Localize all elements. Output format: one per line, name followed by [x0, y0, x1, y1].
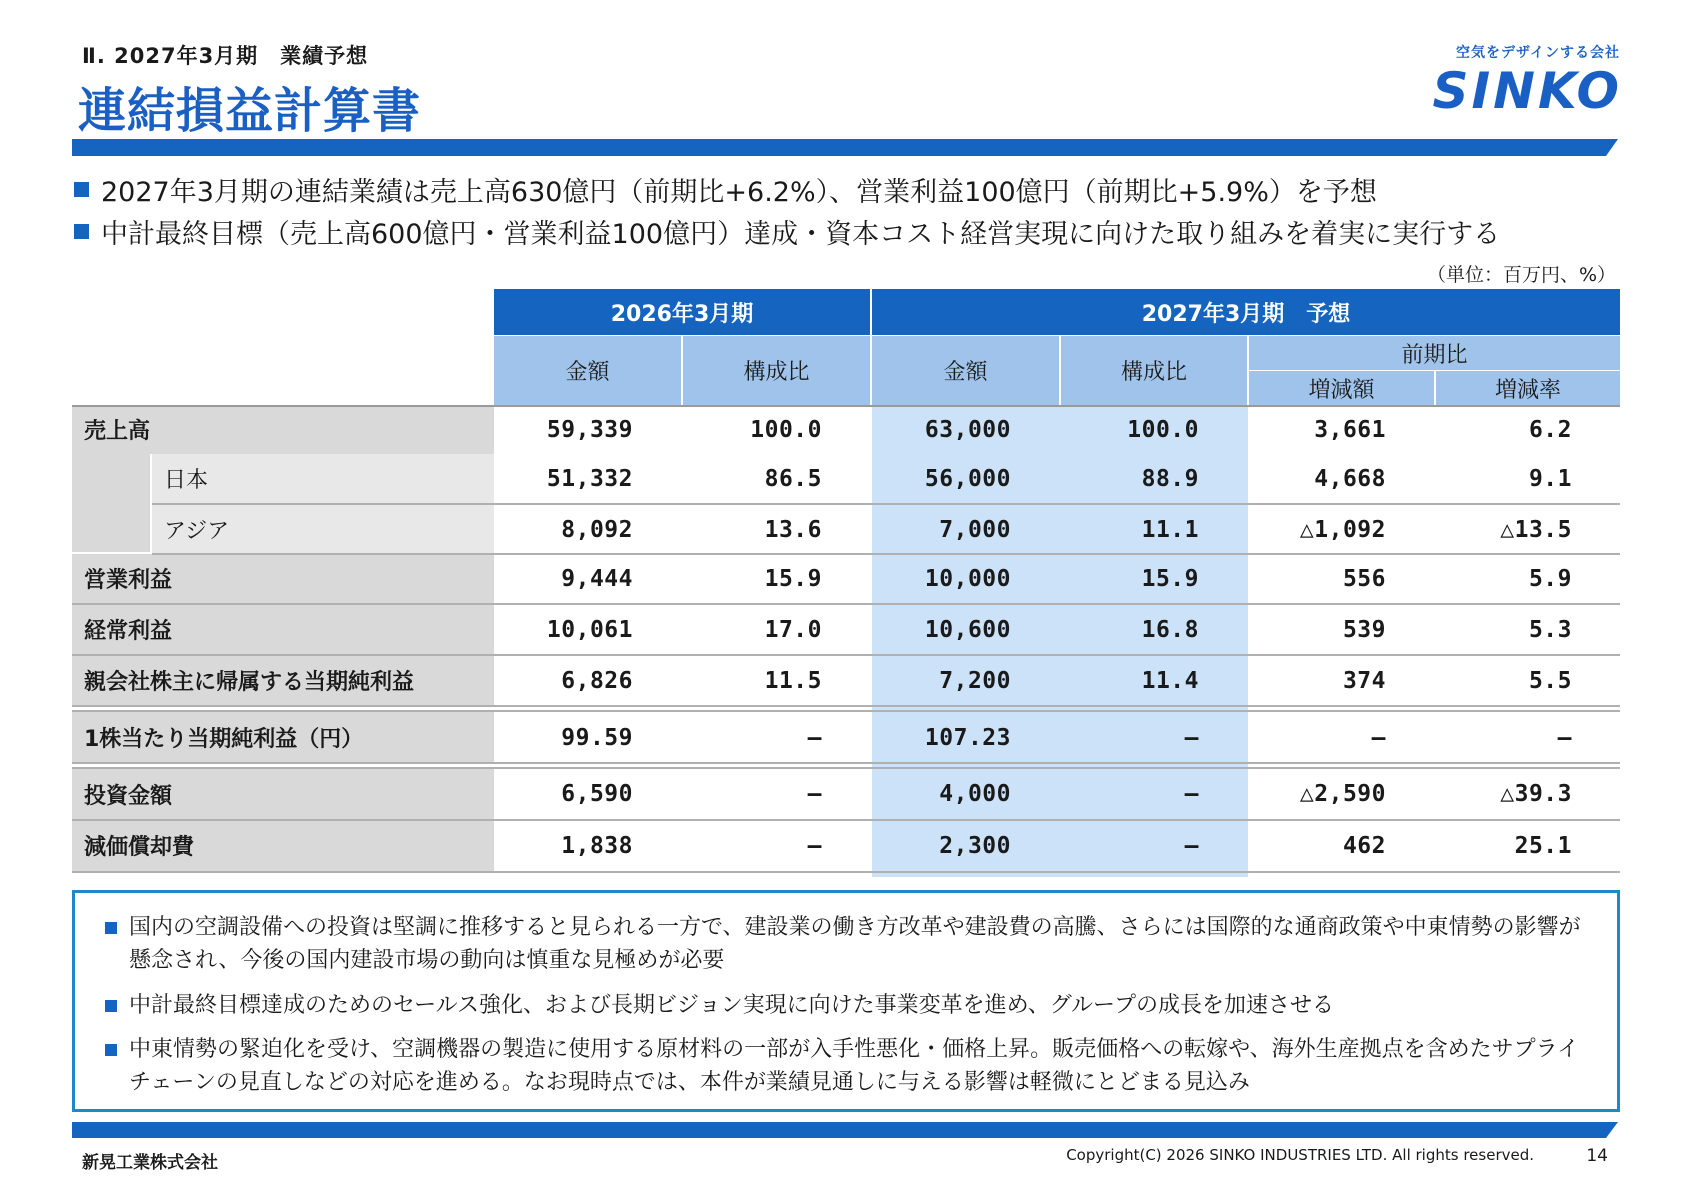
row-label-text: 親会社株主に帰属する当期純利益 — [84, 670, 415, 695]
header-change-rate: 増減率 — [1436, 371, 1620, 405]
row-label-eps — [72, 712, 494, 763]
row-label-japan — [152, 454, 494, 503]
value-cell-fy2027-amount: 7,000 — [939, 516, 1011, 543]
brand-tagline: 空気をデザインする会社 — [1455, 45, 1620, 61]
value-cell-fy2027-ratio: 16.8 — [1141, 616, 1199, 643]
value-cell-fy2027-amount: 2,300 — [939, 832, 1011, 859]
value-cell-change-rate: ― — [1557, 724, 1572, 751]
unit-note: （単位：百万円、%） — [1426, 264, 1616, 286]
value-cell-change-amount: 3,661 — [1314, 416, 1386, 443]
row-label-indent — [72, 454, 150, 552]
value-cell-change-rate: 6.2 — [1528, 416, 1572, 443]
value-cell-fy2027-amount: 107.23 — [924, 724, 1011, 751]
row-label-operating-income — [72, 554, 494, 603]
value-cell-fy2027-amount: 56,000 — [924, 465, 1011, 492]
row-label-text: アジア — [164, 519, 230, 544]
copyright: Copyright(C) 2026 SINKO INDUSTRIES LTD. All rights reserved. — [1066, 1146, 1534, 1164]
section-label: Ⅱ. 2027年3月期 業績予想 — [82, 44, 369, 68]
header-fy2026-amount: 金額 — [494, 336, 681, 405]
row-divider — [152, 503, 1620, 505]
header-change-amount: 増減額 — [1249, 371, 1434, 405]
note-text: 中東情勢の緊迫化を受け、空調機器の製造に使用する原材料の一部が入手性悪化・価格上昇。販売価格への転嫁や、海外生産拠点を含めたサプライチェーンの見直しなどの対応を進める。なお現時点では、本件が業績見通しに与える影響は軽微にとどまる見込み — [129, 1037, 1580, 1095]
note-item — [105, 1033, 1591, 1099]
value-cell-change-amount: △1,092 — [1299, 516, 1386, 543]
summary-bullet-text: 中計最終目標（売上高600億円・営業利益100億円）達成・資本コスト経営実現に向けた取り組みを着実に実行する — [101, 218, 1501, 250]
row-label-text: 経常利益 — [84, 619, 173, 644]
value-cell-change-rate: △39.3 — [1500, 781, 1572, 807]
value-cell-fy2026-amount: 6,590 — [561, 781, 633, 807]
value-cell-fy2027-ratio: 11.1 — [1141, 516, 1199, 543]
value-cell-fy2026-amount: 51,332 — [546, 465, 633, 492]
square-bullet-icon — [105, 1044, 117, 1056]
header-fy2026-ratio: 構成比 — [683, 336, 870, 405]
note-text: 国内の空調設備への投資は堅調に推移すると見られる一方で、建設業の働き方改革や建設費の高騰、さらには国際的な通商政策や中東情勢の影響が懸念され、今後の国内建設市場の動向は慎重な見極めが必要 — [129, 915, 1581, 973]
value-cell-change-rate: △13.5 — [1500, 516, 1572, 543]
note-item — [105, 911, 1591, 977]
row-divider — [72, 705, 1620, 707]
row-label-capex — [72, 769, 494, 819]
value-cell-change-amount: 4,668 — [1314, 465, 1386, 492]
summary-bullet — [74, 210, 1500, 252]
value-cell-fy2027-ratio: ― — [1184, 832, 1199, 859]
value-cell-fy2026-amount: 6,826 — [561, 667, 633, 694]
row-label-net-income — [72, 656, 494, 705]
row-divider — [72, 762, 1620, 764]
value-cell-fy2027-amount: 7,200 — [939, 667, 1011, 694]
row-label-text: 日本 — [164, 468, 209, 493]
row-label-sales — [72, 405, 494, 454]
page-number: 14 — [1586, 1146, 1608, 1166]
brand-logo: SINKO — [1432, 62, 1622, 120]
note-text: 中計最終目標達成のためのセールス強化、および長期ビジョン実現に向けた事業変革を進め、グループの成長を加速させる — [129, 993, 1334, 1018]
value-cell-fy2026-amount: 99.59 — [561, 724, 633, 751]
row-label-text: 減価償却費 — [84, 835, 195, 860]
income-statement-table — [72, 289, 1620, 877]
value-cell-change-rate: 5.3 — [1528, 616, 1572, 643]
value-cell-change-rate: 9.1 — [1528, 465, 1572, 492]
page-title: 連結損益計算書 — [78, 83, 422, 139]
row-label-text: 投資金額 — [84, 783, 173, 809]
value-cell-fy2027-amount: 4,000 — [939, 781, 1011, 807]
value-cell-fy2027-ratio: 100.0 — [1127, 416, 1199, 443]
row-label-text: 売上高 — [84, 419, 151, 444]
value-cell-fy2027-amount: 10,000 — [924, 565, 1011, 592]
row-divider — [72, 767, 1620, 769]
value-cell-fy2027-ratio: 88.9 — [1141, 465, 1199, 492]
row-label-ordinary-income — [72, 605, 494, 654]
value-cell-fy2026-ratio: 13.6 — [764, 516, 822, 543]
header-fy2027-amount: 金額 — [872, 336, 1059, 405]
square-bullet-icon — [105, 1000, 117, 1012]
row-divider — [72, 603, 1620, 605]
value-cell-change-rate: 25.1 — [1514, 832, 1572, 859]
value-cell-fy2027-amount: 10,600 — [924, 616, 1011, 643]
value-cell-fy2026-ratio: 11.5 — [764, 667, 822, 694]
header-fy2026: 2026年3月期 — [494, 289, 870, 335]
value-cell-change-amount: △2,590 — [1299, 781, 1386, 807]
value-cell-fy2026-ratio: 86.5 — [764, 465, 822, 492]
header-fy2027-ratio: 構成比 — [1061, 336, 1247, 405]
row-divider — [72, 710, 1620, 712]
note-item — [105, 989, 1591, 1022]
value-cell-change-amount: 556 — [1342, 565, 1386, 592]
row-label-depreciation — [72, 820, 494, 871]
value-cell-change-rate: 5.9 — [1528, 565, 1572, 592]
row-label-text: 1株当たり当期純利益（円） — [84, 727, 364, 752]
value-cell-fy2027-ratio: ― — [1184, 724, 1199, 751]
summary-bullet — [74, 168, 1500, 210]
row-divider — [72, 405, 1620, 407]
value-cell-fy2027-ratio: ― — [1184, 781, 1199, 807]
title-bar — [72, 139, 1618, 156]
value-cell-change-amount: 374 — [1342, 667, 1386, 694]
value-cell-change-amount: 539 — [1342, 616, 1386, 643]
value-cell-fy2026-ratio: ― — [807, 724, 822, 751]
header-yoy: 前期比 — [1249, 336, 1620, 370]
summary-bullet-text: 2027年3月期の連結業績は売上高630億円（前期比+6.2%）、営業利益100億円（前期比+5.9%）を予想 — [101, 176, 1377, 208]
row-label-text: 営業利益 — [84, 568, 173, 593]
value-cell-change-rate: 5.5 — [1528, 667, 1572, 694]
row-divider — [72, 871, 1620, 873]
row-divider — [72, 654, 1620, 656]
value-cell-fy2026-ratio: ― — [807, 832, 822, 859]
square-bullet-icon — [74, 224, 89, 239]
value-cell-fy2026-ratio: ― — [807, 781, 822, 807]
notes-box — [72, 890, 1620, 1112]
value-cell-fy2026-amount: 10,061 — [546, 616, 633, 643]
value-cell-fy2027-amount: 63,000 — [924, 416, 1011, 443]
value-cell-fy2026-amount: 59,339 — [546, 416, 633, 443]
row-divider — [152, 553, 1620, 555]
value-cell-fy2026-ratio: 17.0 — [764, 616, 822, 643]
value-cell-change-amount: ― — [1371, 724, 1386, 751]
value-cell-fy2026-ratio: 100.0 — [750, 416, 822, 443]
value-cell-fy2027-ratio: 15.9 — [1141, 565, 1199, 592]
value-cell-change-amount: 462 — [1342, 832, 1386, 859]
value-cell-fy2027-ratio: 11.4 — [1141, 667, 1199, 694]
row-divider — [72, 819, 1620, 821]
value-cell-fy2026-amount: 9,444 — [561, 565, 633, 592]
value-cell-fy2026-ratio: 15.9 — [764, 565, 822, 592]
square-bullet-icon — [105, 922, 117, 934]
footer-bar — [72, 1122, 1618, 1138]
value-cell-fy2026-amount: 8,092 — [561, 516, 633, 543]
company-name: 新晃工業株式会社 — [82, 1153, 218, 1173]
header-fy2027-forecast: 2027年3月期 予想 — [872, 289, 1620, 335]
row-label-asia — [152, 505, 494, 554]
value-cell-fy2026-amount: 1,838 — [561, 832, 633, 859]
summary-bullets — [74, 168, 1500, 252]
square-bullet-icon — [74, 182, 89, 197]
